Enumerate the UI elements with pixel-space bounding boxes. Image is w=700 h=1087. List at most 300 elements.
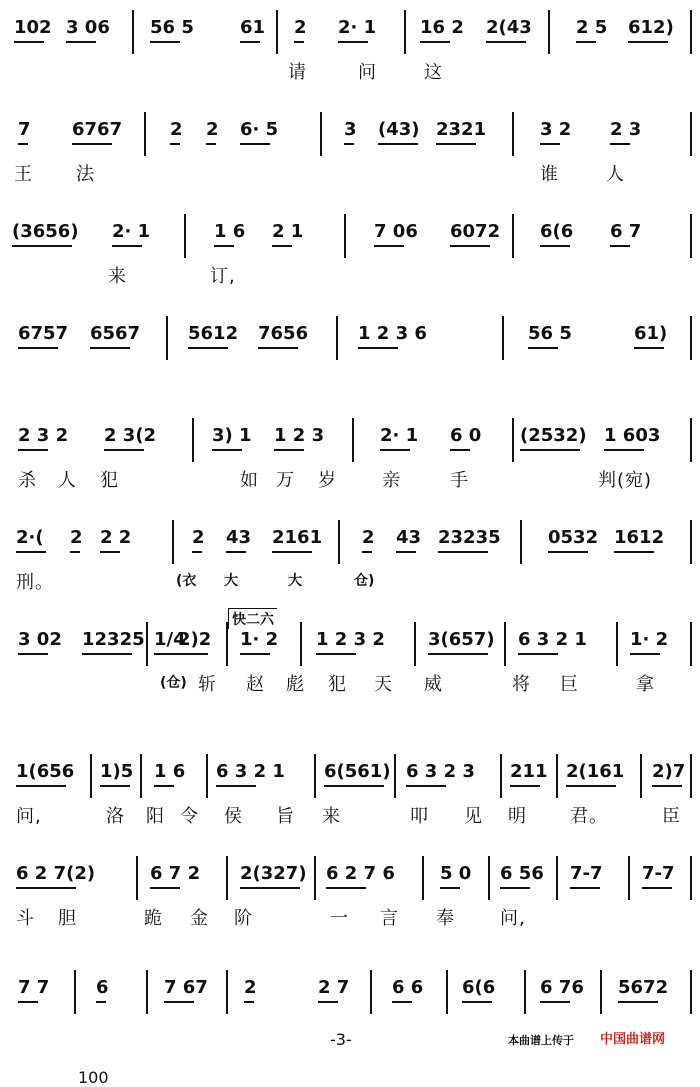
barline <box>146 622 148 666</box>
rhythm-underline <box>610 143 630 145</box>
page-number: -3- <box>330 1030 352 1049</box>
rhythm-underline <box>440 887 460 889</box>
rhythm-underline <box>214 245 234 247</box>
note-group: 3 <box>344 119 357 140</box>
lyric-char: 犯 <box>328 674 347 695</box>
note-group: 6 2 7 6 <box>326 863 395 884</box>
lyric-char: 见 <box>464 806 483 827</box>
rhythm-underline <box>244 1001 254 1003</box>
notation-line <box>0 744 700 790</box>
lyric-char: 刑。 <box>16 572 54 593</box>
note-group: 1· 2 <box>240 629 279 650</box>
score-row <box>0 408 700 508</box>
percussion-cue: 大 <box>224 573 238 589</box>
rhythm-underline <box>72 143 112 145</box>
note-group: (43) <box>378 119 420 140</box>
lyric-char: 一 <box>330 908 349 929</box>
lyric-char: 请 <box>288 62 307 83</box>
note-group: 2 <box>294 17 307 38</box>
barline <box>338 520 340 564</box>
rhythm-underline <box>240 41 260 43</box>
lyric-char: 彪 <box>286 674 305 695</box>
rhythm-underline <box>450 245 490 247</box>
lyric-char: 赵 <box>246 674 265 695</box>
barline <box>690 418 692 462</box>
rhythm-underline <box>540 1001 570 1003</box>
rhythm-underline <box>100 551 120 553</box>
lyrics-line <box>0 568 700 594</box>
rhythm-underline <box>380 449 410 451</box>
notation-line <box>0 960 700 1006</box>
barline <box>370 970 372 1014</box>
note-group: 6 3 2 1 <box>216 761 285 782</box>
barline <box>172 520 174 564</box>
barline <box>690 856 692 900</box>
rhythm-underline <box>500 887 530 889</box>
barline <box>690 316 692 360</box>
rhythm-underline <box>428 653 488 655</box>
rhythm-underline <box>18 449 48 451</box>
lyric-char: 杀 <box>18 470 37 491</box>
rhythm-underline <box>170 143 180 145</box>
note-group: 7 7 <box>18 977 50 998</box>
note-group: 3 06 <box>66 17 110 38</box>
lyric-char: 问, <box>16 806 42 827</box>
note-group: 2(161 <box>566 761 625 782</box>
lyric-char: 将 <box>512 674 531 695</box>
barline <box>320 112 322 156</box>
note-group: 5612 <box>188 323 239 344</box>
lyrics-line <box>0 364 700 390</box>
rhythm-underline <box>16 785 66 787</box>
note-group: 1 603 <box>604 425 661 446</box>
lyric-char: 侯 <box>224 806 243 827</box>
note-group: 5672 <box>618 977 669 998</box>
rhythm-underline <box>178 653 208 655</box>
rhythm-underline <box>14 41 44 43</box>
lyric-char: 君。 <box>570 806 608 827</box>
barline <box>628 856 630 900</box>
barline <box>144 112 146 156</box>
rhythm-underline <box>16 887 76 889</box>
note-group: 2 <box>170 119 183 140</box>
lyric-char: 来 <box>322 806 341 827</box>
rhythm-underline <box>258 347 298 349</box>
score-row <box>0 204 700 304</box>
note-group: 2· 1 <box>112 221 151 242</box>
score-row <box>0 510 700 610</box>
barline <box>90 754 92 798</box>
barline <box>512 214 514 258</box>
rhythm-underline <box>18 143 28 145</box>
lyrics-line <box>0 904 700 930</box>
rhythm-underline <box>462 1001 492 1003</box>
rhythm-underline <box>540 245 570 247</box>
barline <box>556 856 558 900</box>
barline <box>504 622 506 666</box>
note-group: 2)2 <box>178 629 212 650</box>
note-group: 2 1 <box>272 221 304 242</box>
note-group: 6(561) <box>324 761 391 782</box>
lyric-char: 手 <box>450 470 469 491</box>
note-group: 2321 <box>436 119 487 140</box>
rhythm-underline <box>150 887 180 889</box>
barline <box>226 970 228 1014</box>
notation-line <box>0 0 700 46</box>
rhythm-underline <box>18 1001 38 1003</box>
barline <box>74 970 76 1014</box>
rhythm-underline <box>154 785 174 787</box>
rhythm-underline <box>226 551 246 553</box>
note-group: 1(656 <box>16 761 75 782</box>
lyric-char: 跪 <box>144 908 163 929</box>
rhythm-underline <box>100 785 130 787</box>
rhythm-underline <box>486 41 526 43</box>
note-group: 6 7 <box>610 221 642 242</box>
rhythm-underline <box>420 41 450 43</box>
note-group: 6(6 <box>462 977 496 998</box>
rhythm-underline <box>518 653 558 655</box>
note-group: 1 6 <box>154 761 186 782</box>
note-group: 6· 5 <box>240 119 279 140</box>
rhythm-underline <box>82 653 132 655</box>
note-group: 7 67 <box>164 977 208 998</box>
lyric-char: 问 <box>358 62 377 83</box>
score-row <box>0 102 700 202</box>
note-group: 3) 1 <box>212 425 252 446</box>
lyric-char: 旨 <box>276 806 295 827</box>
rhythm-underline <box>216 785 256 787</box>
rhythm-underline <box>18 347 58 349</box>
notation-line <box>0 612 700 658</box>
note-group: 7-7 <box>570 863 603 884</box>
rhythm-underline <box>540 143 560 145</box>
rhythm-underline <box>344 143 354 145</box>
lyric-char: 奉 <box>436 908 455 929</box>
lyric-char: 阳 <box>146 806 165 827</box>
barline <box>414 622 416 666</box>
note-group: 2 7 <box>318 977 350 998</box>
note-group: 2161 <box>272 527 323 548</box>
note-group: 2 <box>192 527 205 548</box>
lyric-char: 法 <box>76 164 95 185</box>
notation-line <box>0 408 700 454</box>
lyric-char: 威 <box>424 674 443 695</box>
rhythm-underline <box>338 41 368 43</box>
note-group: 6 <box>96 977 109 998</box>
barline <box>192 418 194 462</box>
barline <box>600 970 602 1014</box>
lyric-char: 天 <box>374 674 393 695</box>
percussion-cue: 仓) <box>354 573 375 589</box>
note-group: 2 3(2 <box>104 425 157 446</box>
barline <box>314 856 316 900</box>
note-group: 6 56 <box>500 863 544 884</box>
lyric-char: 胆 <box>58 908 77 929</box>
percussion-cue: (衣 <box>176 573 197 589</box>
note-group: 6 3 2 1 <box>518 629 587 650</box>
rhythm-underline <box>272 245 292 247</box>
note-group: 61 <box>240 17 266 38</box>
rhythm-underline <box>566 785 616 787</box>
barline <box>446 970 448 1014</box>
rhythm-underline <box>240 887 300 889</box>
rhythm-underline <box>548 551 588 553</box>
note-group: 7-7 <box>642 863 675 884</box>
barline <box>394 754 396 798</box>
rhythm-underline <box>392 1001 412 1003</box>
rhythm-underline <box>274 449 304 451</box>
source-caption: 本曲谱上传于 <box>508 1034 574 1047</box>
rhythm-underline <box>70 551 80 553</box>
rhythm-underline <box>324 785 384 787</box>
note-group: 6 3 2 3 <box>406 761 475 782</box>
barline <box>524 970 526 1014</box>
note-group: 6 2 7(2) <box>16 863 96 884</box>
rhythm-underline <box>610 245 630 247</box>
score-row <box>0 846 700 946</box>
note-group: 2· 1 <box>338 17 377 38</box>
note-group: 6567 <box>90 323 141 344</box>
note-group: 2 <box>70 527 83 548</box>
barline <box>184 214 186 258</box>
rhythm-underline <box>294 41 304 43</box>
rhythm-underline <box>272 551 312 553</box>
barline <box>488 856 490 900</box>
rhythm-underline <box>358 347 398 349</box>
barline <box>206 754 208 798</box>
note-group: 1 2 3 <box>274 425 325 446</box>
notation-line <box>0 510 700 556</box>
lyrics-line <box>0 58 700 84</box>
rhythm-underline <box>150 41 180 43</box>
rhythm-underline <box>406 785 446 787</box>
barline <box>690 214 692 258</box>
rhythm-underline <box>90 347 130 349</box>
percussion-cue: 大 <box>288 573 302 589</box>
lyric-char: 叩 <box>410 806 429 827</box>
barline <box>344 214 346 258</box>
rhythm-underline <box>192 551 202 553</box>
note-group: 7656 <box>258 323 309 344</box>
note-group: 1 6 <box>214 221 246 242</box>
lyric-char: 阶 <box>234 908 253 929</box>
lyric-char: 巨 <box>560 674 579 695</box>
note-group: 2 2 <box>100 527 132 548</box>
rhythm-underline <box>510 785 540 787</box>
note-group: 1612 <box>614 527 665 548</box>
rhythm-underline <box>528 347 558 349</box>
note-group: 102 <box>14 17 52 38</box>
note-group: 2 <box>244 977 257 998</box>
score-row <box>0 612 700 712</box>
lyric-char: 谁 <box>540 164 559 185</box>
barline <box>616 622 618 666</box>
barline <box>690 10 692 54</box>
note-group: 43 <box>226 527 252 548</box>
note-group: 6 0 <box>450 425 482 446</box>
lyric-char: 判(宛) <box>598 470 653 491</box>
note-group: 2 3 <box>610 119 642 140</box>
rhythm-underline <box>438 551 488 553</box>
site-logo: 中国曲谱网 <box>600 1032 666 1047</box>
rhythm-underline <box>212 449 242 451</box>
rhythm-underline <box>164 1001 194 1003</box>
score-row <box>0 306 700 406</box>
note-group: 5 0 <box>440 863 472 884</box>
lyrics-line <box>0 802 700 828</box>
rhythm-underline <box>642 887 672 889</box>
rhythm-underline <box>18 653 48 655</box>
note-group: 3 2 <box>540 119 572 140</box>
note-group: 2 <box>362 527 375 548</box>
barline <box>690 520 692 564</box>
lyric-char: 岁 <box>318 470 337 491</box>
lyric-char: 如 <box>240 470 259 491</box>
barline <box>640 754 642 798</box>
rhythm-underline <box>12 245 72 247</box>
note-group: 56 5 <box>150 17 194 38</box>
rhythm-underline <box>66 41 96 43</box>
barline <box>556 754 558 798</box>
rhythm-underline <box>240 143 270 145</box>
note-group: 1· 2 <box>630 629 669 650</box>
notation-line <box>0 846 700 892</box>
rhythm-underline <box>618 1001 658 1003</box>
barline <box>512 418 514 462</box>
barline <box>336 316 338 360</box>
rhythm-underline <box>112 245 142 247</box>
lyric-char: 令 <box>180 806 199 827</box>
lyric-char: 订, <box>210 266 236 287</box>
barline <box>146 970 148 1014</box>
note-group: 43 <box>396 527 422 548</box>
note-group: 3 02 <box>18 629 62 650</box>
note-group: 2 <box>206 119 219 140</box>
note-group: 2 3 2 <box>18 425 69 446</box>
barline <box>140 754 142 798</box>
note-group: 23235 <box>438 527 501 548</box>
lyric-char: 这 <box>424 62 443 83</box>
notation-line <box>0 204 700 250</box>
barline <box>276 10 278 54</box>
note-group: 6072 <box>450 221 501 242</box>
score-row <box>0 744 700 844</box>
lyric-char: 问, <box>500 908 526 929</box>
percussion-cue: (仓) <box>160 675 187 691</box>
barline <box>690 622 692 666</box>
rhythm-underline <box>604 449 644 451</box>
note-group: 2)7 <box>652 761 686 782</box>
lyrics-line <box>0 466 700 492</box>
rhythm-underline <box>104 449 144 451</box>
lyric-char: 拿 <box>636 674 655 695</box>
score-row <box>0 0 700 100</box>
rhythm-underline <box>628 41 668 43</box>
barline <box>132 10 134 54</box>
note-group: 6757 <box>18 323 69 344</box>
rhythm-underline <box>96 1001 106 1003</box>
rhythm-underline <box>436 143 476 145</box>
lyric-char: 洛 <box>106 806 125 827</box>
notation-line <box>0 102 700 148</box>
rhythm-underline <box>188 347 228 349</box>
note-group: 56 5 <box>528 323 572 344</box>
barline <box>352 418 354 462</box>
barline <box>690 112 692 156</box>
note-group: 7 <box>18 119 31 140</box>
lyric-char: 来 <box>108 266 127 287</box>
rhythm-underline <box>520 449 580 451</box>
note-group: 1 2 3 6 <box>358 323 427 344</box>
rhythm-underline <box>630 653 660 655</box>
rhythm-underline <box>240 653 270 655</box>
lyric-char: 臣 <box>662 806 681 827</box>
rhythm-underline <box>318 1001 338 1003</box>
note-group: 1/4 <box>154 629 186 650</box>
lyric-char: 王 <box>14 164 33 185</box>
note-group: 2· 1 <box>380 425 419 446</box>
lyric-char: 言 <box>380 908 399 929</box>
barline <box>314 754 316 798</box>
lyric-char: 金 <box>190 908 209 929</box>
lyrics-line <box>0 670 700 696</box>
note-group: (3656) <box>12 221 79 242</box>
note-group: 2(327) <box>240 863 307 884</box>
note-group: 12325 <box>82 629 145 650</box>
note-group: 6 7 2 <box>150 863 201 884</box>
note-group: 211 <box>510 761 548 782</box>
barline <box>422 856 424 900</box>
barline <box>136 856 138 900</box>
note-group: 61) <box>634 323 668 344</box>
barline <box>548 10 550 54</box>
note-group: 16 2 <box>420 17 464 38</box>
barline <box>690 754 692 798</box>
note-group: 6767 <box>72 119 123 140</box>
tempo-marker: 快二六 <box>228 608 277 629</box>
note-group: 7 06 <box>374 221 418 242</box>
barline <box>500 754 502 798</box>
lyric-char: 犯 <box>100 470 119 491</box>
lyrics-line <box>0 262 700 288</box>
rhythm-underline <box>652 785 682 787</box>
note-group: 2 5 <box>576 17 608 38</box>
rhythm-underline <box>450 449 470 451</box>
lyric-char: 斗 <box>16 908 35 929</box>
rhythm-underline <box>316 653 356 655</box>
note-group: 2(43 <box>486 17 532 38</box>
lyric-char: 斩 <box>198 674 217 695</box>
note-group: 2·( <box>16 527 44 548</box>
rhythm-underline <box>374 245 404 247</box>
barline <box>404 10 406 54</box>
rhythm-underline <box>634 347 664 349</box>
note-group: 6 76 <box>540 977 584 998</box>
rhythm-underline <box>576 41 596 43</box>
rhythm-underline <box>362 551 372 553</box>
rhythm-underline <box>16 551 46 553</box>
bottom-page-number: 100 <box>78 1068 109 1087</box>
barline <box>690 970 692 1014</box>
barline <box>300 622 302 666</box>
barline <box>226 856 228 900</box>
notation-line <box>0 306 700 352</box>
lyric-char: 亲 <box>382 470 401 491</box>
note-group: 1)5 <box>100 761 134 782</box>
lyrics-line <box>0 160 700 186</box>
rhythm-underline <box>326 887 366 889</box>
